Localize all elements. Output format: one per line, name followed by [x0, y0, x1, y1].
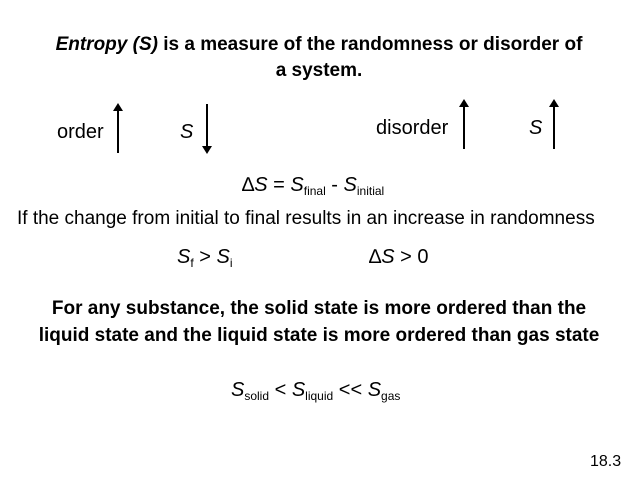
minus-sign: -	[325, 174, 344, 196]
sf-symbol: S	[177, 246, 191, 268]
s-up-arrow-icon	[549, 99, 559, 149]
gt-zero: > 0	[394, 246, 429, 268]
title-line-1	[0, 32, 638, 58]
i-subscript: i	[229, 256, 233, 270]
s-initial: S	[343, 174, 357, 196]
s-label-1: S	[180, 121, 194, 143]
title-definition: is a measure of the randomness or disorder of	[157, 34, 583, 55]
order-label: order	[57, 121, 104, 143]
solid-subscript: solid	[244, 389, 270, 403]
s-label-2: S	[529, 117, 543, 139]
order-up-arrow-icon	[113, 103, 123, 153]
liquid-subscript: liquid	[305, 389, 334, 403]
disorder-up-arrow-icon	[459, 99, 469, 149]
final-subscript: final	[303, 184, 326, 198]
states-equation	[231, 379, 400, 402]
disorder-label: disorder	[376, 117, 449, 139]
initial-subscript: initial	[356, 184, 385, 198]
delta-symbol-2: ∆	[369, 246, 382, 268]
s-liquid: S	[291, 379, 306, 401]
s-solid: S	[231, 379, 245, 401]
title-term: Entropy (S)	[55, 34, 158, 55]
much-less-than-sign: <<	[333, 379, 368, 401]
delta-s-equation	[242, 174, 384, 197]
s-gas: S	[367, 379, 382, 401]
statement-line-1: For any substance, the solid state is more ordered than the	[51, 298, 587, 319]
condition-text: If the change from initial to final results in an increase in randomness	[17, 208, 595, 229]
title-line-2: a system.	[275, 60, 363, 81]
s-symbol: S	[254, 174, 268, 196]
statement-line-2: liquid state and the liquid state is more ordered than gas state	[38, 325, 600, 346]
f-subscript: f	[190, 256, 194, 270]
lt-sign: <	[269, 379, 292, 401]
slide-number: 18.3	[590, 453, 622, 470]
gas-subscript: gas	[381, 389, 401, 403]
gt-sign: >	[193, 246, 217, 268]
delta-symbol: ∆	[242, 174, 255, 196]
delta-s-gt-zero	[369, 246, 429, 269]
si-symbol: S	[216, 246, 230, 268]
s-down-arrow-icon	[202, 104, 212, 154]
s-final: S	[290, 174, 304, 196]
sf-gt-si	[177, 246, 233, 269]
equals-sign: =	[267, 174, 291, 196]
s-symbol-2: S	[381, 246, 395, 268]
